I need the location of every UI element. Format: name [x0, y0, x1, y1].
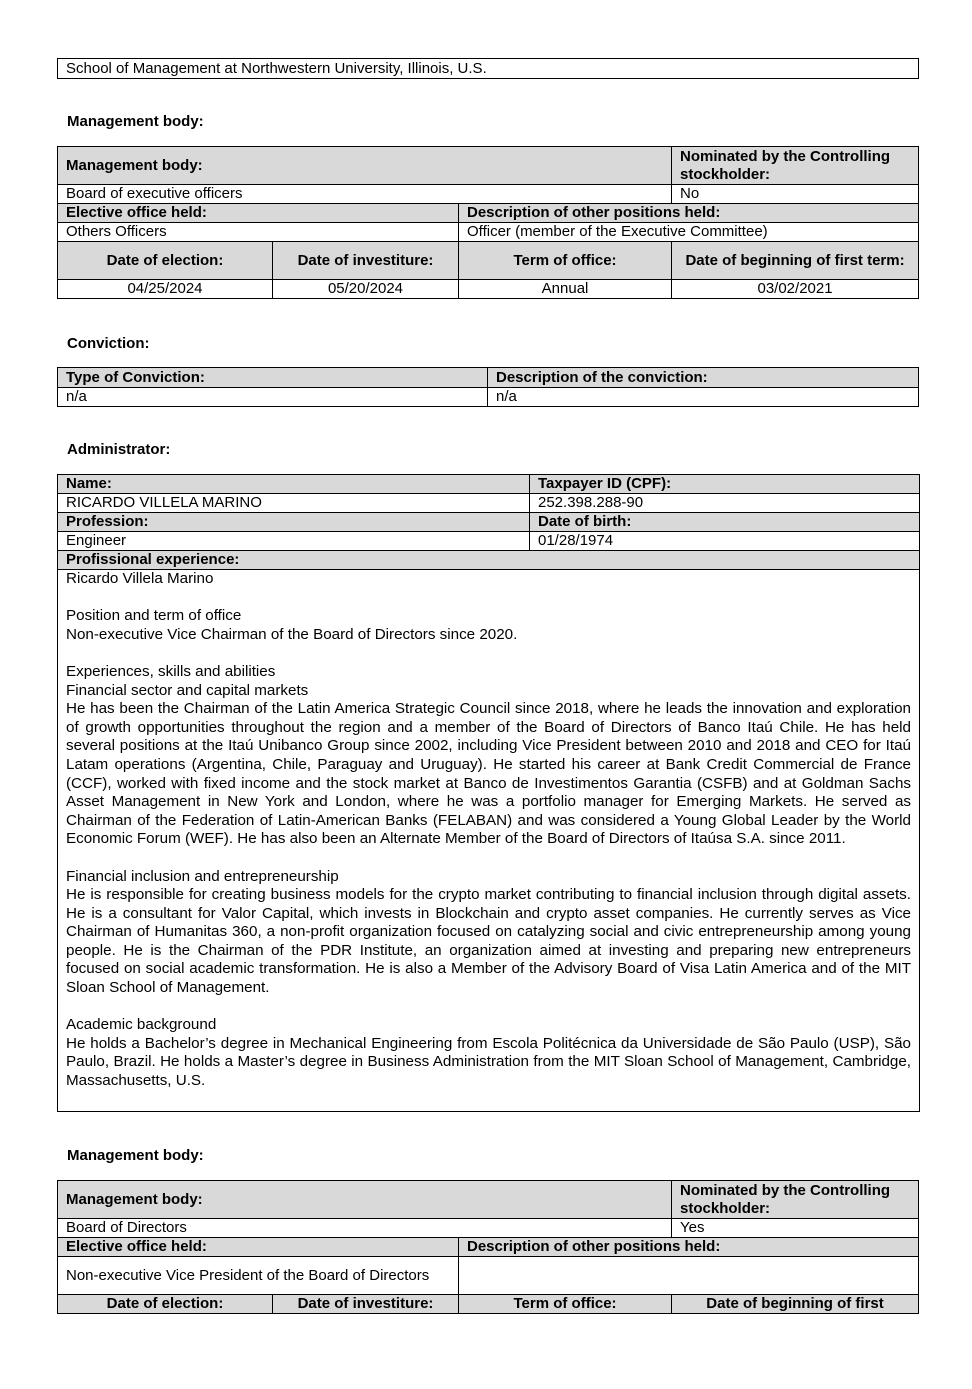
label-date-investiture-2: Date of investiture:: [273, 1295, 459, 1314]
other-positions-value: Officer (member of the Executive Committee): [459, 223, 919, 242]
administrator-table: [57, 474, 920, 1112]
label-other-positions: Description of other positions held:: [459, 204, 919, 223]
term-value: Annual: [459, 280, 672, 299]
first-term-value: 03/02/2021: [672, 280, 919, 299]
date-investiture-value: 05/20/2024: [273, 280, 459, 299]
label-date-election: Date of election:: [58, 242, 273, 280]
exp-position-heading: Position and term of office: [66, 607, 242, 625]
label-dob: Date of birth:: [530, 513, 920, 532]
nominated-value: No: [672, 185, 919, 204]
dob-value: 01/28/1974: [530, 532, 920, 551]
cpf-value: 252.398.288-90: [530, 494, 920, 513]
other-positions-value-2: [459, 1257, 919, 1295]
label-other-positions-2: Description of other positions held:: [459, 1238, 919, 1257]
exp-name-line: Ricardo Villela Marino: [66, 570, 214, 587]
label-profession: Profession:: [58, 513, 530, 532]
elective-office-value: Others Officers: [58, 223, 459, 242]
exp-incl-text: He is responsible for creating business models for the crypto market contributing to financial inclusion through digital assets. He is a consultant for Valor Capital, which invests in Blockchain and crypto asset companies. He currently serves as Vice Chairman of Humanitas 360, a non-profit organization focused on catalyzing social and civic entrepreneurship among young people. He is the Chairman of the PDR Institute, an organization aimed at investing and preparing new entrepreneurs focused on social academic transformation. He is also a Member of the Advisory Board of Visa Latin America and of the MIT Sloan School of Management.: [66, 886, 911, 997]
label-term-office-2: Term of office:: [459, 1295, 672, 1314]
label-nominated-2: Nominated by the Controlling stockholder:: [672, 1181, 919, 1219]
management-table-2: [57, 1180, 919, 1314]
exp-incl-heading: Financial inclusion and entrepreneurship: [66, 867, 339, 885]
label-taxpayer: Taxpayer ID (CPF):: [530, 475, 920, 494]
label-type-conviction: Type of Conviction:: [58, 368, 488, 388]
exp-position-text: Non-executive Vice Chairman of the Board of Directors since 2020.: [66, 625, 518, 643]
conviction-desc-value: n/a: [488, 388, 919, 407]
date-election-value: 04/25/2024: [58, 280, 273, 299]
label-nominated: Nominated by the Controlling stockholder:: [672, 147, 919, 185]
label-date-election-2: Date of election:: [58, 1295, 273, 1314]
label-elective-office-2: Elective office held:: [58, 1238, 459, 1257]
top-line-table: [57, 58, 919, 79]
exp-acad-heading: Academic background: [66, 1016, 217, 1034]
conviction-type-value: n/a: [58, 388, 488, 407]
section-title-administrator: Administrator:: [67, 441, 171, 458]
label-date-investiture: Date of investiture:: [273, 242, 459, 280]
label-name: Name:: [58, 475, 530, 494]
section-title-management-2: Management body:: [67, 1147, 204, 1164]
exp-fin-heading: Financial sector and capital markets: [66, 681, 309, 699]
label-first-term: Date of beginning of first term:: [672, 242, 919, 280]
label-management-body: Management body:: [58, 147, 672, 185]
section-title-management-1: Management body:: [67, 113, 204, 130]
label-elective-office: Elective office held:: [58, 204, 459, 223]
profession-value: Engineer: [58, 532, 530, 551]
label-first-term-2: Date of beginning of first: [672, 1295, 919, 1314]
exp-acad-text: He holds a Bachelor’s degree in Mechanical Engineering from Escola Politécnica da Universidade de São Paulo (USP), São Paulo, Brazil. He holds a Master’s degree in Business Administration from the MIT Sloan School of Management, Cambridge, Massachusetts, U.S.: [66, 1034, 911, 1090]
professional-experience: [58, 570, 920, 1112]
label-management-body-2: Management body:: [58, 1181, 672, 1219]
name-value: RICARDO VILLELA MARINO: [58, 494, 530, 513]
exp-skills-heading: Experiences, skills and abilities: [66, 662, 276, 680]
label-prof-exp: Profissional experience:: [58, 551, 920, 570]
conviction-table: [57, 367, 919, 407]
section-title-conviction: Conviction:: [67, 335, 150, 352]
top-line-text: School of Management at Northwestern University, Illinois, U.S.: [58, 59, 919, 79]
elective-office-value-2: Non-executive Vice President of the Board of Directors: [58, 1257, 459, 1295]
nominated-value-2: Yes: [672, 1219, 919, 1238]
label-term-office: Term of office:: [459, 242, 672, 280]
label-desc-conviction: Description of the conviction:: [488, 368, 919, 388]
management-table-1: [57, 146, 919, 299]
management-body-value: Board of executive officers: [58, 185, 672, 204]
exp-fin-text: He has been the Chairman of the Latin America Strategic Council since 2018, where he leads the innovation and exploration of growth opportunities throughout the region and a member of the Board of Directors of Banco Itaú Chile. He has held several positions at the Itaú Unibanco Group since 2002, including Vice President between 2010 and 2018 and CEO for Itaú Latam operations (Argentina, Chile, Paraguay and Uruguay). He started his career at Bank Credit Commercial de France (CCF), worked with fixed income and the stock market at Banco de Investimentos Garantia (CSFB) and at Goldman Sachs Asset Management in New York and London, where he was a portfolio manager for Emerging Markets. He served as Chairman of the Federation of Latin-American Banks (FELABAN) and was considered a Young Global Leader by the World Economic Forum (WEF). He has also been an Alternate Member of the Board of Directors of Itaúsa S.A. since 2011.: [66, 700, 911, 848]
management-body-value-2: Board of Directors: [58, 1219, 672, 1238]
